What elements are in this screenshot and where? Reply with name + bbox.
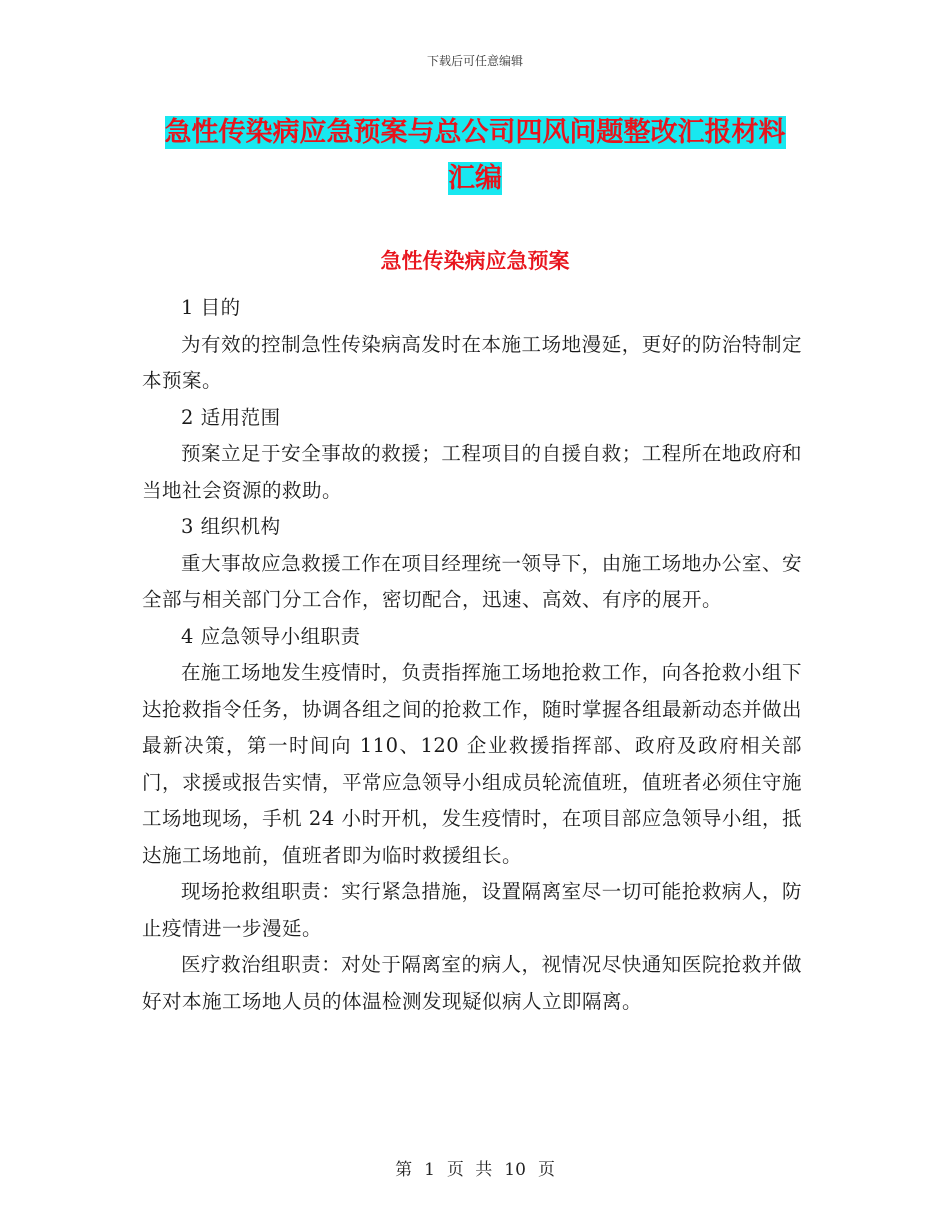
document-body	[142, 290, 802, 1020]
paragraph-purpose: 为有效的控制急性传染病高发时在本施工场地漫延，更好的防治特制定本预案。	[142, 332, 802, 392]
page-header-note: 下载后可任意编辑	[426, 54, 523, 68]
paragraph-rescue-team: 现场抢救组职责：实行紧急措施，设置隔离室尽一切可能抢救病人，防止疫情进一步漫延。	[142, 880, 802, 940]
paragraph-heading-purpose: 1 目的	[181, 296, 241, 319]
footer-total-pages: 10	[504, 1160, 526, 1180]
section-title: 急性传染病应急预案	[380, 249, 570, 273]
paragraph-scope: 预案立足于安全事故的救援；工程项目的自援自救；工程所在地政府和当地社会资源的救助。	[142, 442, 802, 502]
paragraph-heading-leadership: 4 应急领导小组职责	[181, 624, 361, 648]
paragraph-heading-scope: 2 适用范围	[181, 405, 281, 429]
paragraph-leadership: 在施工场地发生疫情时，负责指挥施工场地抢救工作，向各抢救小组下达抢救指令任务，协调各组之间的抢救工作，随时掌握各组最新动态并做出最新决策，第一时间向 110、120 企业救援指挥部、政府及政府相关部门，求援或报告实情，平常应急领导小组成员轮流值班，值班者必须住守施工场地现场，手机 24 小时开机，发生疫情时，在项目部应急领导小组，抵达施工场地前，值班者即为临时救援组长。	[142, 661, 803, 867]
footer-prefix: 第	[395, 1160, 413, 1180]
document-title	[140, 110, 810, 202]
footer-current-page: 1	[424, 1160, 435, 1180]
document-title-line1: 急性传染病应急预案与总公司四风问题整改汇报材料	[164, 117, 786, 148]
footer-middle: 页 共	[446, 1160, 493, 1180]
page-footer	[0, 1155, 950, 1180]
footer-suffix: 页	[537, 1160, 555, 1180]
document-title-line2: 汇编	[448, 163, 502, 194]
paragraph-heading-organization: 3 组织机构	[181, 515, 281, 538]
paragraph-organization: 重大事故应急救援工作在项目经理统一领导下，由施工场地办公室、安全部与相关部门分工合作，密切配合，迅速、高效、有序的展开。	[142, 551, 802, 611]
paragraph-medical-team: 医疗救治组职责：对处于隔离室的病人，视情况尽快通知医院抢救并做好对本施工场地人员的体温检测发现疑似病人立即隔离。	[142, 953, 802, 1013]
